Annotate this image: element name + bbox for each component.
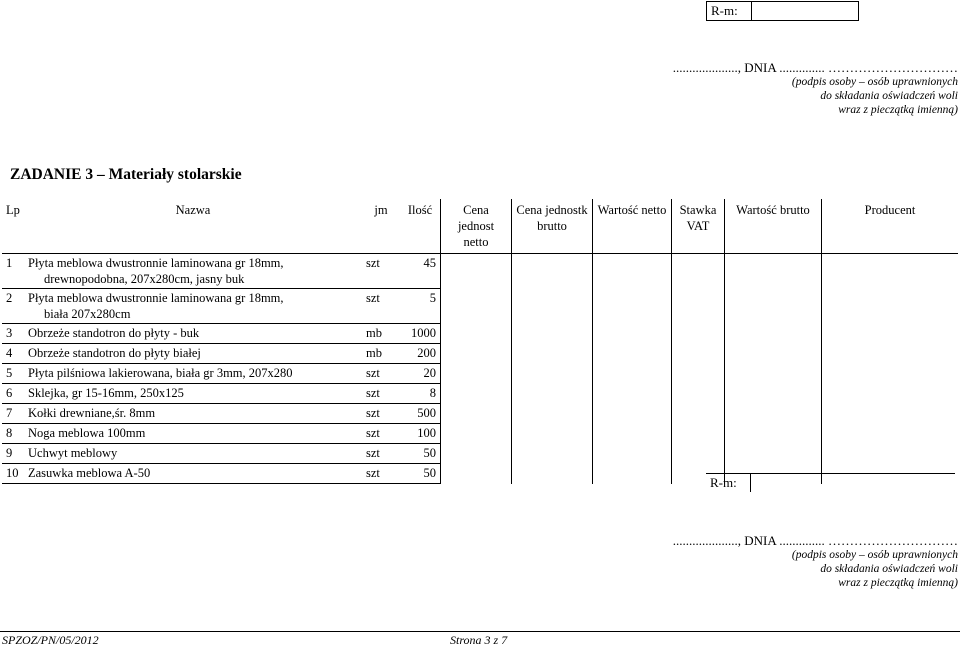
row-qty: 50: [400, 444, 441, 464]
row-name: [24, 289, 362, 324]
table-header-row: [2, 199, 958, 254]
row-net-unit[interactable]: [441, 364, 512, 384]
header-qty: Ilość: [400, 199, 441, 254]
row-jm: szt: [362, 364, 400, 384]
signature-top-note-2: do składania oświadczeń woli: [820, 90, 958, 102]
footer-code: SPZOZ/PN/05/2012: [2, 633, 99, 647]
row-net-value[interactable]: [593, 254, 672, 289]
table-row: [2, 384, 958, 404]
row-net-unit[interactable]: [441, 289, 512, 324]
footer-divider: [0, 631, 960, 632]
rm-bottom-input[interactable]: [751, 474, 956, 493]
row-name-line1: Obrzeże standotron do płyty - buk: [28, 326, 200, 340]
row-qty: 500: [400, 404, 441, 424]
row-net-unit[interactable]: [441, 344, 512, 364]
header-jm: jm: [362, 199, 400, 254]
row-net-unit[interactable]: [441, 404, 512, 424]
signature-top-note-1: (podpis osoby – osób uprawnionych: [791, 76, 958, 88]
rm-bottom-box: [706, 473, 955, 492]
row-lp: 8: [2, 424, 24, 444]
row-gross-unit[interactable]: [512, 289, 593, 324]
table-row: [2, 254, 958, 289]
row-gross-unit[interactable]: [512, 424, 593, 444]
signature-bottom-note-3: wraz z pieczątką imienną): [838, 577, 958, 589]
row-name-line2: drewnopodobna, 207x280cm, jasny buk: [44, 272, 245, 286]
row-jm: szt: [362, 254, 400, 289]
row-jm: szt: [362, 424, 400, 444]
row-net-value[interactable]: [593, 364, 672, 384]
materials-table: [2, 199, 958, 484]
row-net-unit[interactable]: [441, 424, 512, 444]
row-gross-value[interactable]: [725, 324, 822, 344]
row-qty: 1000: [400, 324, 441, 344]
header-name: Nazwa: [24, 199, 362, 254]
row-net-value[interactable]: [593, 444, 672, 464]
row-name: [24, 444, 362, 464]
rm-top-box: [706, 1, 859, 21]
row-vat[interactable]: [672, 384, 725, 404]
row-name-line1: Obrzeże standotron do płyty białej: [28, 346, 201, 360]
row-vat[interactable]: [672, 404, 725, 424]
header-gross-value: Wartość brutto: [725, 199, 822, 254]
row-net-value[interactable]: [593, 324, 672, 344]
row-producer[interactable]: [822, 254, 959, 289]
row-name-line1: Sklejka, gr 15-16mm, 250x125: [28, 386, 184, 400]
rm-top-label: R-m:: [707, 2, 752, 21]
footer-page-number: Strona 3 z 7: [450, 633, 508, 647]
row-producer[interactable]: [822, 364, 959, 384]
row-jm: szt: [362, 289, 400, 324]
row-name: [24, 254, 362, 289]
row-name: [24, 464, 362, 484]
row-name-line1: Płyta meblowa dwustronnie laminowana gr 18mm,: [28, 291, 284, 305]
row-name-line1: Kołki drewniane,śr. 8mm: [28, 406, 156, 420]
row-name: [24, 404, 362, 424]
row-net-unit[interactable]: [441, 384, 512, 404]
row-name-line1: Uchwyt meblowy: [28, 446, 118, 460]
row-net-value[interactable]: [593, 344, 672, 364]
header-producer: Producent: [822, 199, 959, 254]
row-jm: szt: [362, 444, 400, 464]
row-gross-unit[interactable]: [512, 364, 593, 384]
header-vat: Stawka VAT: [672, 199, 725, 254]
row-producer[interactable]: [822, 324, 959, 344]
row-name-line1: Płyta meblowa dwustronnie laminowana gr 18mm,: [28, 256, 284, 270]
signature-top-note-3: wraz z pieczątką imienną): [838, 104, 958, 116]
row-jm: mb: [362, 344, 400, 364]
row-name: [24, 324, 362, 344]
header-net-unit: Cena jednost netto: [441, 199, 512, 254]
row-jm: szt: [362, 384, 400, 404]
row-lp: 6: [2, 384, 24, 404]
row-qty: 100: [400, 424, 441, 444]
row-net-unit[interactable]: [441, 254, 512, 289]
rm-bottom-label: R-m:: [706, 474, 751, 493]
row-jm: mb: [362, 324, 400, 344]
row-producer[interactable]: [822, 404, 959, 424]
table-row: [2, 404, 958, 424]
row-name-line1: Zasuwka meblowa A-50: [28, 466, 151, 480]
row-gross-unit[interactable]: [512, 254, 593, 289]
row-producer[interactable]: [822, 289, 959, 324]
row-net-value[interactable]: [593, 289, 672, 324]
row-name: [24, 364, 362, 384]
row-gross-unit[interactable]: [512, 464, 593, 484]
row-jm: szt: [362, 404, 400, 424]
row-vat[interactable]: [672, 254, 725, 289]
row-gross-value[interactable]: [725, 404, 822, 424]
signature-bottom: [673, 534, 958, 590]
row-net-value[interactable]: [593, 404, 672, 424]
row-producer[interactable]: [822, 384, 959, 404]
row-vat[interactable]: [672, 344, 725, 364]
row-gross-unit[interactable]: [512, 324, 593, 344]
row-net-value[interactable]: [593, 464, 672, 484]
row-name-line1: Płyta pilśniowa lakierowana, biała gr 3mm, 207x280: [28, 366, 293, 380]
row-vat[interactable]: [672, 444, 725, 464]
row-net-unit[interactable]: [441, 444, 512, 464]
row-lp: 9: [2, 444, 24, 464]
row-qty: 5: [400, 289, 441, 324]
row-producer[interactable]: [822, 344, 959, 364]
row-lp: 1: [2, 254, 24, 289]
row-producer[interactable]: [822, 444, 959, 464]
row-net-unit[interactable]: [441, 464, 512, 484]
row-vat[interactable]: [672, 324, 725, 344]
row-qty: 50: [400, 464, 441, 484]
row-jm: szt: [362, 464, 400, 484]
row-lp: 10: [2, 464, 24, 484]
row-lp: 7: [2, 404, 24, 424]
table-row: [2, 364, 958, 384]
header-lp: Lp: [2, 199, 24, 254]
row-name: [24, 424, 362, 444]
row-vat[interactable]: [672, 289, 725, 324]
row-lp: 3: [2, 324, 24, 344]
row-name: [24, 384, 362, 404]
row-qty: 8: [400, 384, 441, 404]
rm-top-input[interactable]: [752, 2, 859, 21]
row-qty: 200: [400, 344, 441, 364]
row-name-line2: biała 207x280cm: [44, 307, 131, 321]
table-row: [2, 444, 958, 464]
row-net-value[interactable]: [593, 424, 672, 444]
row-lp: 5: [2, 364, 24, 384]
row-gross-unit[interactable]: [512, 384, 593, 404]
row-gross-value[interactable]: [725, 364, 822, 384]
header-net-value: Wartość netto: [593, 199, 672, 254]
page-title: ZADANIE 3 – Materiały stolarskie: [10, 166, 242, 183]
row-gross-value[interactable]: [725, 289, 822, 324]
signature-bottom-note-1: (podpis osoby – osób uprawnionych: [791, 549, 958, 561]
header-gross-unit: Cena jednostk brutto: [512, 199, 593, 254]
row-vat[interactable]: [672, 364, 725, 384]
row-qty: 45: [400, 254, 441, 289]
table-row: [2, 289, 958, 324]
row-net-unit[interactable]: [441, 324, 512, 344]
row-gross-unit[interactable]: [512, 404, 593, 424]
row-name: [24, 344, 362, 364]
row-lp: 2: [2, 289, 24, 324]
table-row: [2, 324, 958, 344]
signature-bottom-note-2: do składania oświadczeń woli: [820, 563, 958, 575]
row-gross-value[interactable]: [725, 254, 822, 289]
signature-bottom-place: ...................., DNIA .............. …………………………: [672, 533, 958, 548]
row-gross-value[interactable]: [725, 444, 822, 464]
table-row: [2, 424, 958, 444]
row-name-line1: Noga meblowa 100mm: [28, 426, 146, 440]
row-net-value[interactable]: [593, 384, 672, 404]
row-producer[interactable]: [822, 424, 959, 444]
row-gross-value[interactable]: [725, 384, 822, 404]
row-lp: 4: [2, 344, 24, 364]
row-gross-unit[interactable]: [512, 344, 593, 364]
row-qty: 20: [400, 364, 441, 384]
row-gross-unit[interactable]: [512, 444, 593, 464]
signature-top: [673, 61, 958, 117]
row-gross-value[interactable]: [725, 424, 822, 444]
row-vat[interactable]: [672, 424, 725, 444]
row-gross-value[interactable]: [725, 344, 822, 364]
signature-top-place: ...................., DNIA .............. …………………………: [672, 60, 958, 75]
table-row: [2, 344, 958, 364]
